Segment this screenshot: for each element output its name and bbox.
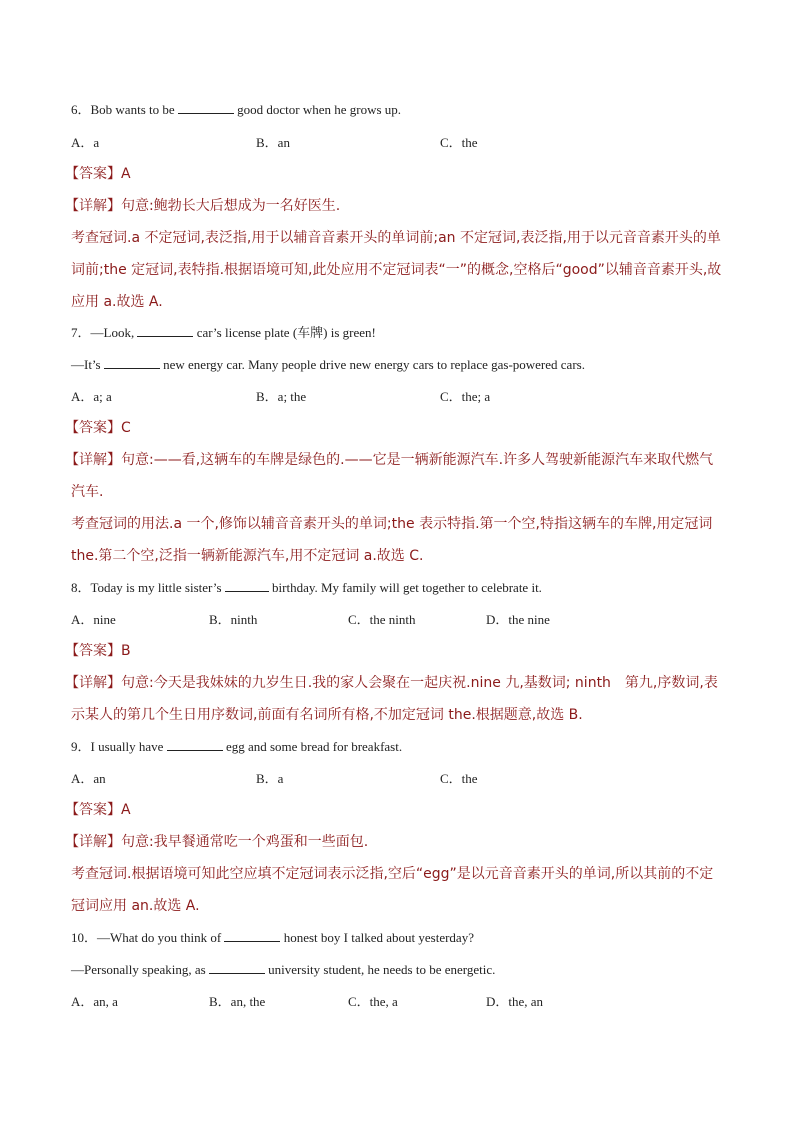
q10-options (71, 994, 723, 1010)
q8-option-a: A．nine (71, 612, 116, 627)
q7-question-line2: —It’s new energy car. Many people drive new energy cars to replace gas-powered cars. (71, 357, 585, 372)
q6-question: 6．Bob wants to be good doctor when he grows up. (71, 102, 402, 117)
q7-option-a: A．a; a (71, 389, 112, 404)
q7-blank-2 (104, 357, 160, 369)
q9-detail-body: 考查冠词.根据语境可知此空应填不定冠词表示泛指,空后“egg”是以元音音素开头的单词,所以其前的不定冠词应用 an.故选 A. (71, 866, 714, 914)
q8-options (71, 612, 723, 628)
q7-blank-1 (137, 325, 193, 337)
q9-option-c: C．the (440, 771, 478, 786)
q7-detail-body: 考查冠词的用法.a 一个,修饰以辅音音素开头的单词;the 表示特指.第一个空,特指这辆车的车牌,用定冠词 the.第二个空,泛指一辆新能源汽车,用不定冠词 a.故选 C. (71, 516, 713, 564)
q9-question: 9．I usually have egg and some bread for breakfast. (71, 739, 403, 754)
q7-options (71, 389, 723, 405)
q10-option-d: D．the, an (486, 994, 544, 1009)
q8-question: 8．Today is my little sister’s birthday. My family will get together to celebrate it. (71, 580, 542, 595)
q7-option-c: C．the; a (440, 389, 491, 404)
q6-detail-body: 考查冠词.a 不定冠词,表泛指,用于以辅音音素开头的单词前;an 不定冠词,表泛指,用于以元音音素开头的单词前;the 定冠词,表特指.根据语境可知,此处应用不定冠词表“一”的概念,空格后“good”以辅音音素开头,故应用 a.故选 A. (71, 230, 722, 310)
q10-blank-1 (224, 930, 280, 942)
q6-option-b: B．an (256, 135, 290, 150)
q8-blank (225, 580, 269, 592)
q8-option-b: B．ninth (209, 612, 258, 627)
q6-option-a: A．a (71, 135, 100, 150)
q10-blank-2 (209, 962, 265, 974)
q10-option-b: B．an, the (209, 994, 266, 1009)
q9-option-b: B．a (256, 771, 284, 786)
q9-option-a: A．an (71, 771, 106, 786)
q10-question-line1: 10．—What do you think of honest boy I talked about yesterday? (71, 930, 474, 945)
q7-answer: 【答案】C (65, 420, 131, 436)
q9-options (71, 771, 723, 787)
q7-detail-first: 【详解】句意:——看,这辆车的车牌是绿色的.——它是一辆新能源汽车.许多人驾驶新能源汽车来取代燃气汽车. (65, 452, 714, 500)
q7-question-line1: 7．—Look, car’s license plate (车牌) is green! (71, 325, 376, 340)
q8-option-c: C．the ninth (348, 612, 416, 627)
q8-detail-first: 【详解】句意:今天是我妹妹的九岁生日.我的家人会聚在一起庆祝.nine 九,基数词; ninth 第九,序数词,表示某人的第几个生日用序数词,前面有名词所有格,不加定冠词 the.根据题意,故选 B. (65, 675, 718, 723)
q6-blank (178, 102, 234, 114)
q6-detail-first: 【详解】句意:鲍勃长大后想成为一名好医生. (65, 198, 341, 214)
q7-option-b: B．a; the (256, 389, 307, 404)
q6-answer: 【答案】A (65, 166, 131, 182)
q10-question-line2: —Personally speaking, as university student, he needs to be energetic. (71, 962, 496, 977)
q6-option-c: C．the (440, 135, 478, 150)
q9-blank (167, 739, 223, 751)
q10-option-a: A．an, a (71, 994, 118, 1009)
q8-option-d: D．the nine (486, 612, 550, 627)
q8-answer: 【答案】B (65, 643, 131, 659)
q10-option-c: C．the, a (348, 994, 398, 1009)
q9-detail-first: 【详解】句意:我早餐通常吃一个鸡蛋和一些面包. (65, 834, 369, 850)
q9-answer: 【答案】A (65, 802, 131, 818)
q6-options (71, 135, 723, 151)
